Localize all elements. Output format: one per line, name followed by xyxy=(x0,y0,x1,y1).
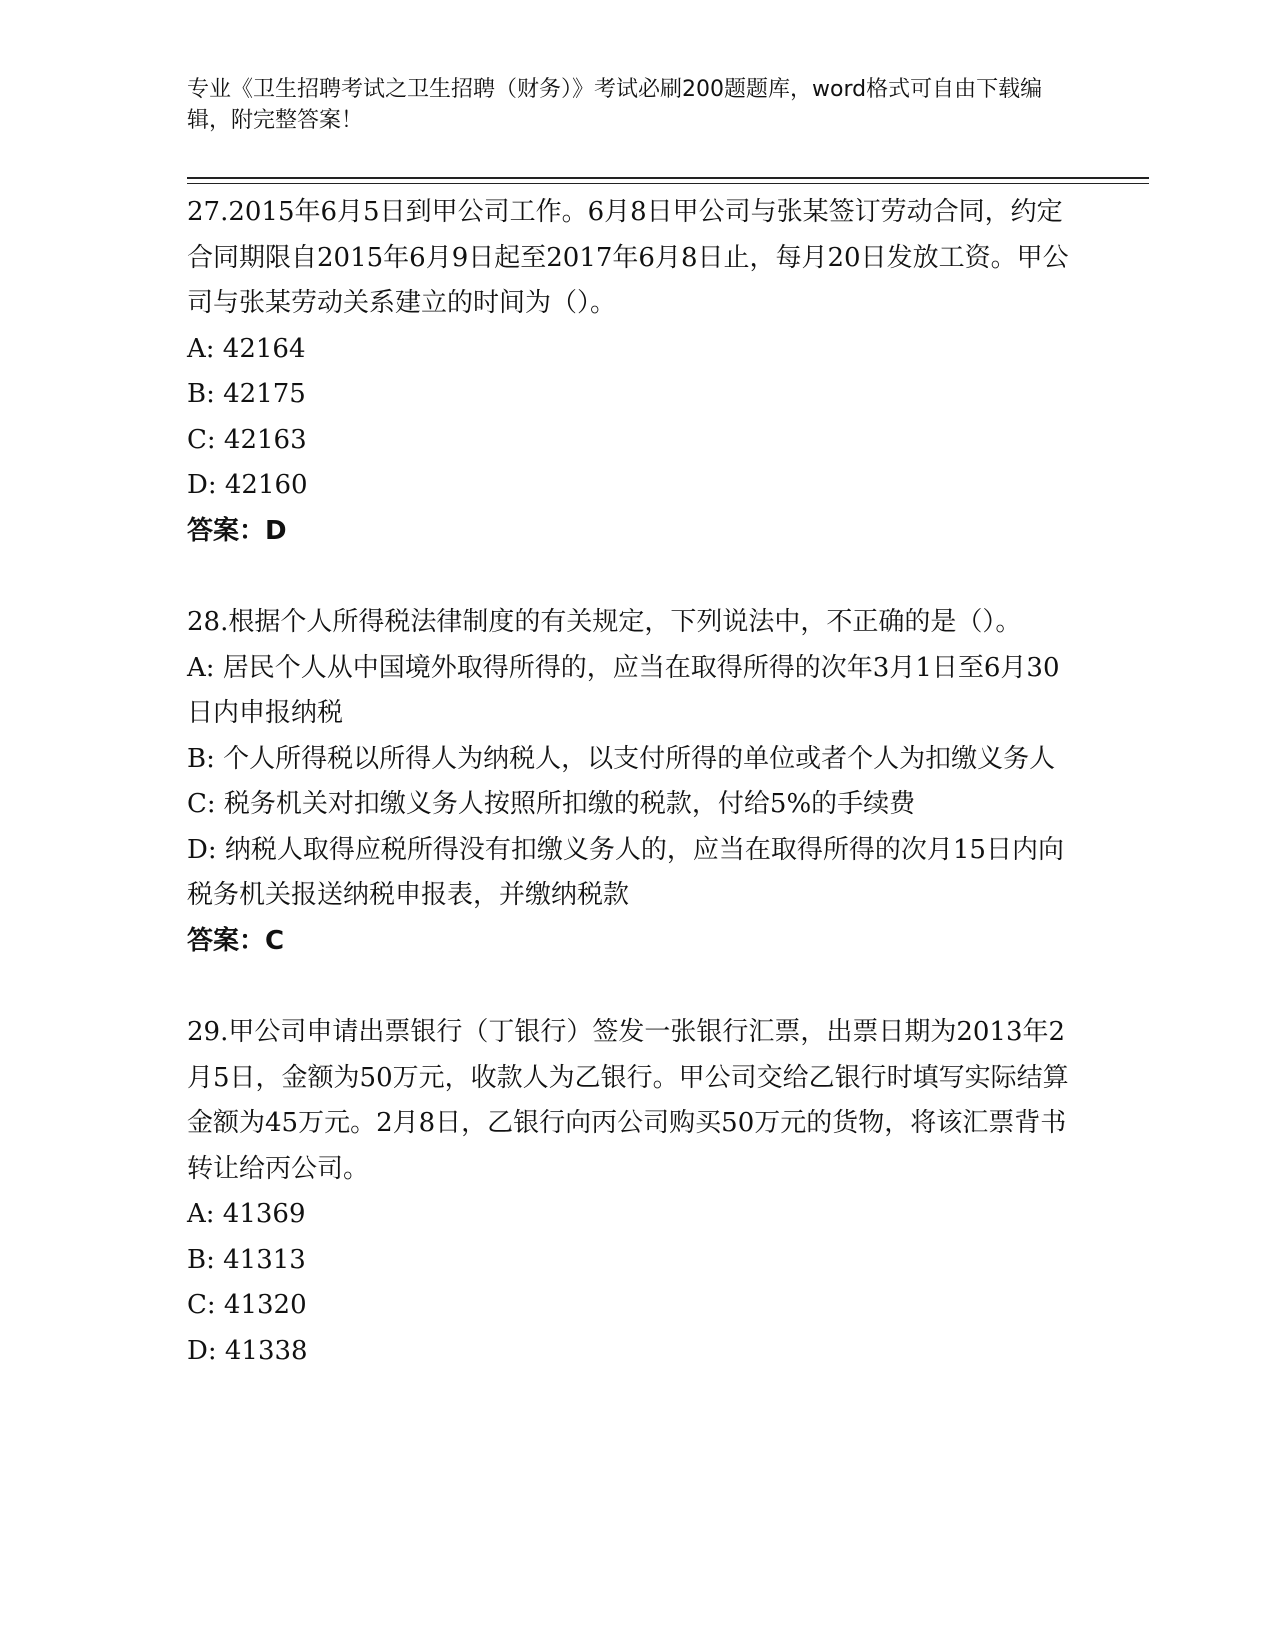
question-29 xyxy=(187,1010,1077,1374)
answer-line: 答案：C xyxy=(187,925,285,956)
option-c: C: 税务机关对扣缴义务人按照所扣缴的税款，付给5%的手续费 xyxy=(187,789,916,819)
question-27 xyxy=(187,190,1077,554)
option-c: C: 42163 xyxy=(187,424,307,455)
option-d: D: 42160 xyxy=(187,470,308,500)
question-stem: 27.2015年6月5日到甲公司工作。6月8日甲公司与张某签订劳动合同，约定合同期限自2015年6月9日起至2017年6月8日止，每月20日发放工资。甲公司与张某劳动关系建立的时间为（）。 xyxy=(187,197,1069,318)
document-header: 专业《卫生招聘考试之卫生招聘（财务）》考试必刷200题题库，word格式可自由下载编辑，附完整答案！ xyxy=(187,77,1043,133)
option-c: C: 41320 xyxy=(187,1290,307,1320)
question-list xyxy=(187,190,1077,1420)
option-d: D: 41338 xyxy=(187,1335,308,1366)
option-d: D: 纳税人取得应税所得没有扣缴义务人的，应当在取得所得的次月15日内向税务机关报送纳税申报表，并缴纳税款 xyxy=(187,834,1064,910)
question-stem: 29.甲公司申请出票银行（丁银行）签发一张银行汇票，出票日期为2013年2月5日，金额为50万元，收款人为乙银行。甲公司交给乙银行时填写实际结算金额为45万元。2月8日，乙银行向丙公司购买50万元的货物，将该汇票背书转让给丙公司。 xyxy=(187,1017,1069,1184)
option-a: A: 居民个人从中国境外取得所得的，应当在取得所得的次年3月1日至6月30日内申报纳税 xyxy=(187,652,1060,728)
option-b: B: 41313 xyxy=(187,1244,306,1275)
option-a: A: 41369 xyxy=(187,1199,306,1229)
header-rule-thick xyxy=(187,177,1149,179)
question-stem: 28.根据个人所得税法律制度的有关规定，下列说法中，不正确的是（）。 xyxy=(187,607,1022,637)
option-b: B: 个人所得税以所得人为纳税人，以支付所得的单位或者个人为扣缴义务人 xyxy=(187,743,1056,774)
option-a: A: 42164 xyxy=(187,333,306,364)
answer-line: 答案：D xyxy=(187,515,287,546)
header-rule-thin xyxy=(187,183,1149,184)
question-28 xyxy=(187,600,1077,964)
option-b: B: 42175 xyxy=(187,379,306,409)
